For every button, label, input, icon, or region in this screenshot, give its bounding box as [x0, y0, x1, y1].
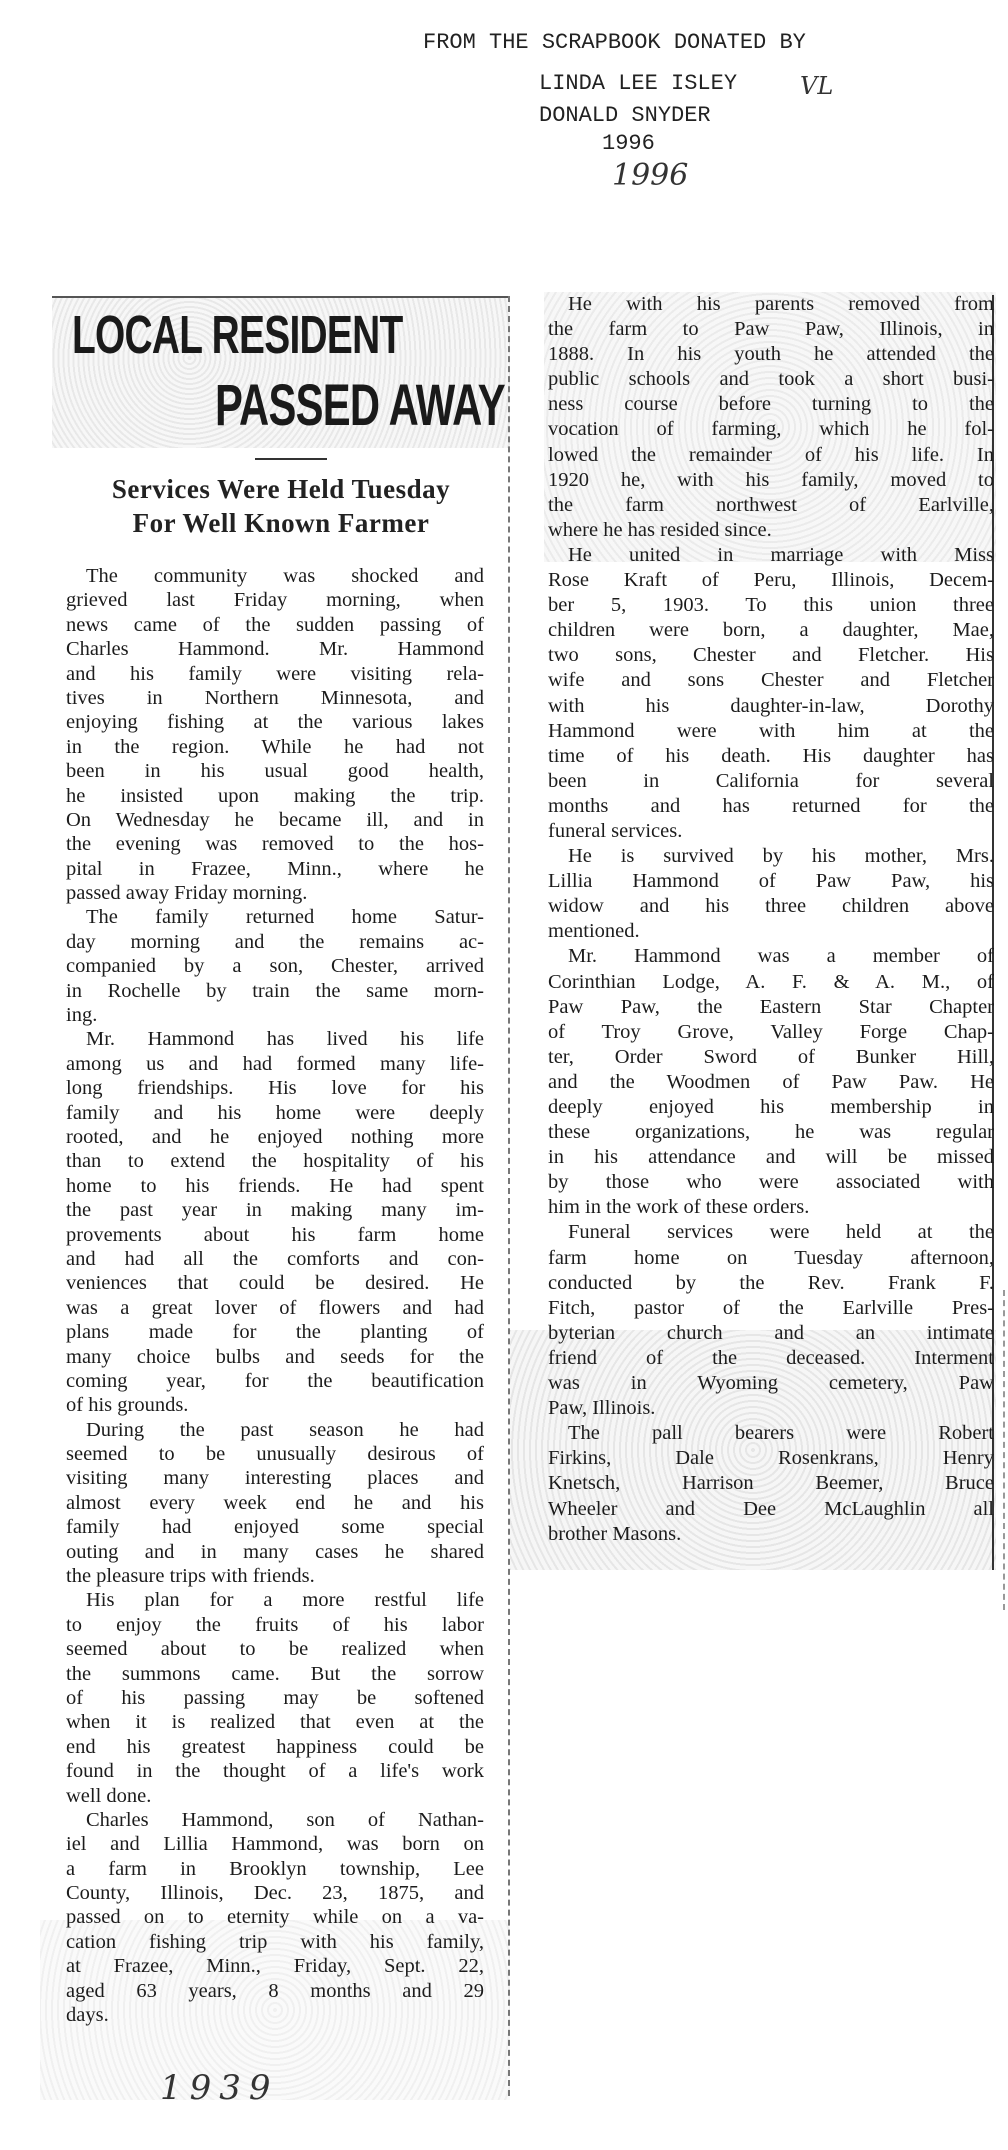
text-line: of his passing may be softened	[66, 1686, 484, 1709]
paragraph	[548, 844, 994, 944]
paragraph	[66, 905, 484, 1027]
text-line: by those who were associated with	[548, 1171, 994, 1194]
paragraph	[66, 1027, 484, 1417]
text-line: of Troy Grove, Valley Forge Chap-	[548, 1020, 994, 1043]
text-line: many choice bulbs and seeds for the	[66, 1345, 484, 1368]
text-line: of his grounds.	[66, 1394, 189, 1417]
paragraph	[548, 944, 994, 1220]
text-line: Wheeler and Dee McLaughlin all	[548, 1497, 994, 1520]
text-line: visiting many interesting places and	[66, 1467, 484, 1490]
column1-border	[508, 296, 510, 2096]
text-line: months and has returned for the	[548, 794, 994, 817]
text-line: Funeral services were held at the	[568, 1221, 994, 1244]
text-line: provements about his farm home	[66, 1223, 484, 1246]
text-line: in the region. While he had not	[66, 735, 484, 758]
text-line: widow and his three children above	[548, 895, 994, 918]
text-line: time of his death. His daughter has	[548, 744, 994, 767]
paragraph	[66, 1588, 484, 1808]
text-line: vocation of farming, which he fol-	[548, 418, 994, 441]
text-line: Charles Hammond. Mr. Hammond	[66, 638, 484, 661]
text-line: at Frazee, Minn., Friday, Sept. 22,	[66, 1955, 484, 1978]
text-line: with his daughter-in-law, Dorothy	[548, 694, 994, 717]
text-line: ber 5, 1903. To this union three	[548, 594, 994, 617]
text-line: ing.	[66, 1004, 98, 1027]
text-line: days.	[66, 2004, 109, 2027]
text-line: Knetsch, Harrison Beemer, Bruce	[548, 1472, 994, 1495]
headline-line1: LOCAL RESIDENT	[72, 305, 403, 365]
donation-note-year: 1996	[602, 131, 655, 156]
text-line: found in the thought of a life's work	[66, 1760, 484, 1783]
text-line: Hammond were with him at the	[548, 719, 994, 742]
handwritten-date: 1939	[160, 2068, 279, 2108]
text-line: His plan for a more restful life	[86, 1589, 484, 1612]
text-line: long friendships. His love for his	[66, 1077, 484, 1100]
text-line: byterian church and an intimate	[548, 1321, 994, 1344]
text-line: wife and sons Chester and Fletcher	[548, 669, 994, 692]
text-line: day morning and the remains ac-	[66, 930, 484, 953]
text-line: seemed about to be realized when	[66, 1638, 484, 1661]
paragraph	[66, 564, 484, 905]
text-line: Charles Hammond, son of Nathan-	[86, 1808, 484, 1831]
text-line: conducted by the Rev. Frank F.	[548, 1271, 994, 1294]
text-line: two sons, Chester and Fletcher. His	[548, 644, 994, 667]
text-line: enjoying fishing at the various lakes	[66, 711, 484, 734]
text-line: tives in Northern Minnesota, and	[66, 686, 484, 709]
text-line: seemed to be unusually desirous of	[66, 1443, 484, 1466]
text-line: grieved last Friday morning, when	[66, 589, 484, 612]
text-line: the farm to Paw Paw, Illinois, in	[548, 318, 994, 341]
text-line: been in his usual good health,	[66, 760, 484, 783]
text-line: iel and Lillia Hammond, was born on	[66, 1833, 484, 1856]
paragraph	[66, 1418, 484, 1589]
text-line: Mr. Hammond was a member of	[568, 945, 994, 968]
text-line: in his attendance and will be missed	[548, 1146, 994, 1169]
text-line: veniences that could be desired. He	[66, 1272, 484, 1295]
text-line: Paw, Illinois.	[548, 1397, 656, 1420]
text-line: plans made for the planting of	[66, 1321, 484, 1344]
article-column-2	[548, 292, 994, 1547]
text-line: Firkins, Dale Rosenkrans, Henry	[548, 1447, 994, 1470]
text-line: where he has resided since.	[548, 518, 772, 541]
text-line: deeply enjoyed his membership in	[548, 1096, 994, 1118]
text-line: passed on to eternity while on a va-	[66, 1906, 484, 1929]
text-line: friend of the deceased. Interment	[548, 1346, 994, 1369]
subheadline-line2: For Well Known Farmer	[132, 508, 430, 538]
paragraph	[548, 1421, 994, 1546]
text-line: 1888. In his youth he attended the	[548, 343, 994, 366]
text-line: family and his home were deeply	[66, 1101, 484, 1124]
text-line: Lillia Hammond of Paw Paw, his	[548, 870, 994, 893]
text-line: passed away Friday morning.	[66, 882, 308, 905]
headline-line2: PASSED AWAY	[215, 373, 505, 438]
text-line: among us and had formed many life-	[66, 1052, 484, 1075]
adjacent-clipping-edge	[1003, 1290, 1005, 1610]
article-column-1	[66, 564, 484, 2027]
text-line: farm home on Tuesday afternoon,	[548, 1246, 994, 1269]
text-line: 1920 he, with his family, moved to	[548, 468, 994, 491]
text-line: the evening was removed to the hos-	[66, 833, 484, 856]
text-line: end his greatest happiness could be	[66, 1735, 484, 1758]
text-line: coming year, for the beautification	[66, 1369, 484, 1392]
handwritten-year: 1996	[612, 158, 689, 193]
paragraph	[548, 1220, 994, 1421]
text-line: rooted, and he enjoyed nothing more	[66, 1125, 484, 1148]
text-line: in Rochelle by train the same morn-	[66, 979, 484, 1002]
handwritten-initials: VL	[800, 72, 834, 100]
paragraph	[548, 292, 994, 543]
text-line: companied by a son, Chester, arrived	[66, 955, 484, 978]
text-line: On Wednesday he became ill, and in	[66, 808, 484, 831]
text-line: He with his parents removed from	[568, 293, 994, 315]
text-line: was in Wyoming cemetery, Paw	[548, 1372, 994, 1395]
text-line: a farm in Brooklyn township, Lee	[66, 1857, 484, 1880]
text-line: and had all the comforts and con-	[66, 1247, 484, 1270]
text-line: outing and in many cases he shared	[66, 1540, 484, 1563]
text-line: family had enjoyed some special	[66, 1516, 484, 1539]
subheadline-line1: Services Were Held Tuesday	[111, 474, 451, 504]
text-line: cation fishing trip with his family,	[66, 1930, 484, 1953]
text-line: ter, Order Sword of Bunker Hill,	[548, 1045, 994, 1068]
text-line: ness course before turning to the	[548, 393, 994, 416]
text-line: well done.	[66, 1784, 152, 1807]
donation-note-line1: FROM THE SCRAPBOOK DONATED BY	[423, 30, 806, 55]
text-line: Mr. Hammond has lived his life	[86, 1028, 484, 1051]
text-line: He united in marriage with Miss	[568, 543, 994, 566]
text-line: when it is realized that even at the	[66, 1711, 484, 1734]
text-line: was a great lover of flowers and had	[66, 1296, 484, 1319]
text-line: During the past season he had	[86, 1418, 484, 1441]
paragraph	[66, 1808, 484, 2028]
text-line: Paw Paw, the Eastern Star Chapter	[548, 995, 994, 1018]
text-line: he insisted upon making the trip.	[66, 784, 484, 807]
text-line: He is survived by his mother, Mrs.	[568, 845, 994, 868]
text-line: funeral services.	[548, 819, 683, 842]
text-line: the farm northwest of Earlville,	[548, 493, 994, 516]
text-line: aged 63 years, 8 months and 29	[66, 1979, 484, 2002]
headline-divider	[255, 458, 327, 460]
text-line: Corinthian Lodge, A. F. & A. M., of	[548, 970, 994, 993]
text-line: to enjoy the fruits of his labor	[66, 1613, 484, 1636]
text-line: and the Woodmen of Paw Paw. He	[548, 1070, 994, 1093]
text-line: mentioned.	[548, 920, 640, 943]
donation-note-line2: LINDA LEE ISLEY	[539, 71, 738, 96]
donation-note-line3: DONALD SNYDER	[539, 103, 711, 128]
text-line: almost every week end he and his	[66, 1491, 484, 1514]
text-line: these organizations, he was regular	[548, 1121, 994, 1144]
text-line: The pall bearers were Robert	[568, 1422, 994, 1445]
text-line: The community was shocked and	[86, 565, 484, 587]
text-line: County, Illinois, Dec. 23, 1875, and	[66, 1882, 484, 1905]
text-line: brother Masons.	[548, 1522, 682, 1545]
text-line: The family returned home Satur-	[86, 906, 484, 929]
text-line: him in the work of these orders.	[548, 1196, 810, 1219]
paragraph	[548, 543, 994, 844]
text-line: been in California for several	[548, 769, 994, 792]
text-line: and his family were visiting rela-	[66, 662, 484, 685]
text-line: home to his friends. He had spent	[66, 1174, 484, 1197]
text-line: Fitch, pastor of the Earlville Pres-	[548, 1296, 994, 1319]
text-line: the summons came. But the sorrow	[66, 1662, 484, 1685]
text-line: children were born, a daughter, Mae,	[548, 619, 994, 642]
text-line: Rose Kraft of Peru, Illinois, Decem-	[548, 569, 994, 592]
text-line: news came of the sudden passing of	[66, 613, 484, 636]
text-line: than to extend the hospitality of his	[66, 1150, 484, 1173]
text-line: pital in Frazee, Minn., where he	[66, 857, 484, 880]
text-line: the pleasure trips with friends.	[66, 1565, 315, 1588]
text-line: lowed the remainder of his life. In	[548, 443, 994, 466]
text-line: the past year in making many im-	[66, 1199, 484, 1222]
text-line: public schools and took a short busi-	[548, 368, 994, 391]
